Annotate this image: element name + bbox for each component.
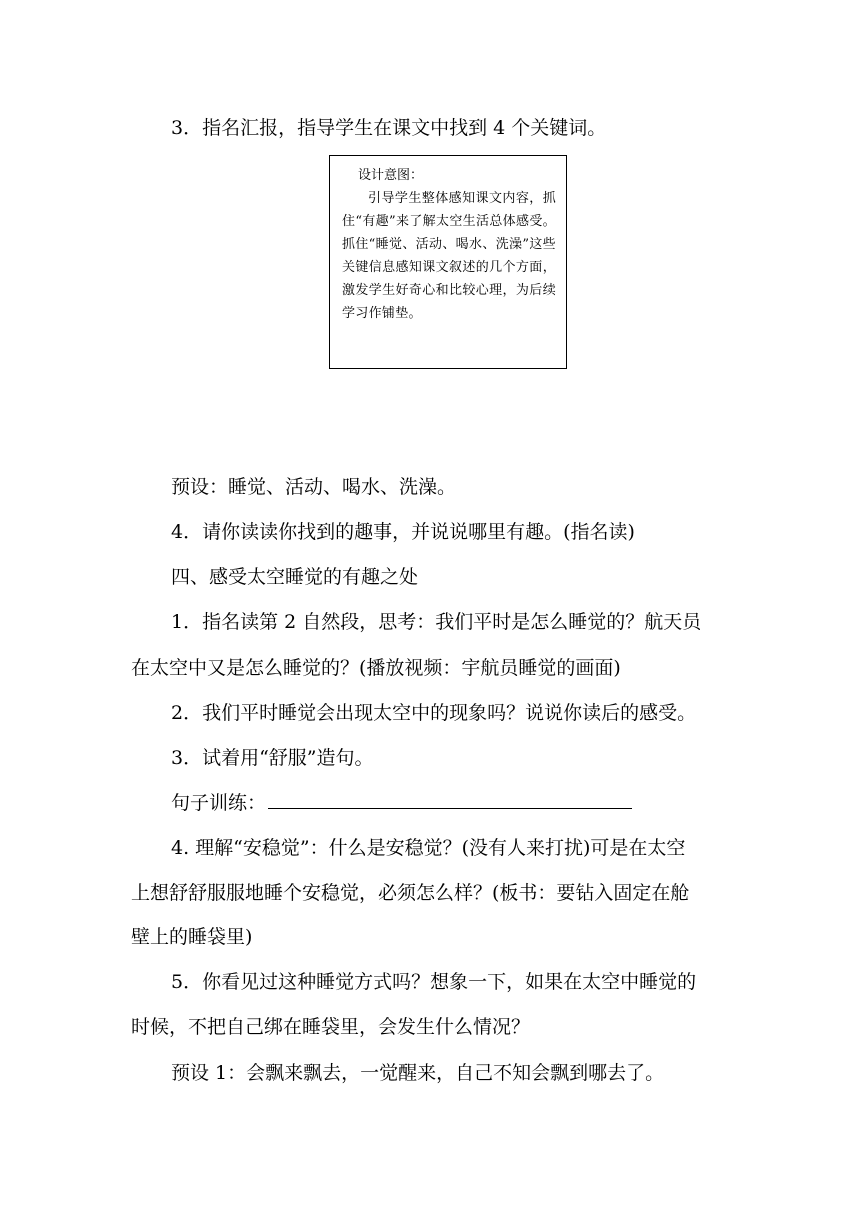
paragraph-preset-keywords: 预设：睡觉、活动、喝水、洗澡。 (171, 476, 457, 498)
paragraph-step4-line2: 上想舒舒服服地睡个安稳觉，必须怎么样？(板书：要钻入固定在舱 (131, 882, 690, 904)
paragraph-step5-line1: 5．你看见过这种睡觉方式吗？想象一下，如果在太空中睡觉的 (171, 971, 697, 993)
sentence-practice-blank[interactable] (268, 807, 632, 809)
paragraph-step3-keywords: 3．指名汇报，指导学生在课文中找到 4 个关键词。 (171, 117, 607, 139)
paragraph-step1-line1: 1．指名读第 2 自然段，思考：我们平时是怎么睡觉的？航天员 (171, 611, 702, 633)
design-intent-title: 设计意图： (358, 168, 424, 183)
paragraph-step5-line2: 时候，不把自己绑在睡袋里，会发生什么情况？ (131, 1016, 531, 1038)
section-heading-4: 四、感受太空睡觉的有趣之处 (171, 566, 419, 588)
design-intent-box (329, 155, 567, 369)
paragraph-step4-line1: 4. 理解“安稳觉”：什么是安稳觉？(没有人来打扰)可是在太空 (171, 837, 686, 859)
paragraph-step4-line3: 壁上的睡袋里) (131, 926, 253, 948)
paragraph-step3-sentence: 3．试着用“舒服”造句。 (171, 747, 374, 769)
sentence-practice-label: 句子训练： (171, 792, 267, 814)
paragraph-step1-line2: 在太空中又是怎么睡觉的？(播放视频：宇航员睡觉的画面) (131, 657, 621, 679)
paragraph-preset-1: 预设 1：会飘来飘去，一觉醒来，自己不知会飘到哪去了。 (171, 1062, 665, 1084)
paragraph-step4-read: 4．请你读读你找到的趣事，并说说哪里有趣。(指名读) (171, 521, 635, 543)
paragraph-step2: 2．我们平时睡觉会出现太空中的现象吗？说说你读后的感受。 (171, 702, 697, 724)
design-intent-body: 引导学生整体感知课文内容，抓住“有趣”来了解太空生活总体感受。抓住“睡觉、活动、喝水、洗澡”这些关键信息感知课文叙述的几个方面，激发学生好奇心和比较心理，为后续学习作铺垫。 (342, 191, 556, 321)
sentence-practice-line (131, 783, 731, 824)
